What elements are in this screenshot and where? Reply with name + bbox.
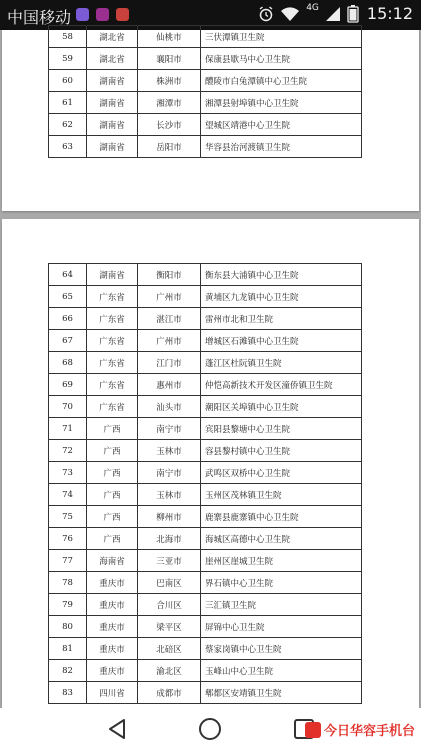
hospital-name-cell: 雷州市北和卫生院: [201, 308, 362, 330]
city-cell: 玉林市: [138, 484, 201, 506]
province-cell: 广西: [87, 440, 138, 462]
row-number: 77: [49, 550, 87, 572]
table-row: [49, 528, 362, 550]
document-page-2[interactable]: [2, 219, 419, 708]
province-cell: 湖北省: [87, 48, 138, 70]
hospital-name-cell: 武鸣区双桥中心卫生院: [201, 462, 362, 484]
hospital-name-cell: 容县黎村镇中心卫生院: [201, 440, 362, 462]
hospital-name-cell: 海城区高德中心卫生院: [201, 528, 362, 550]
city-cell: 广州市: [138, 330, 201, 352]
city-cell: 株洲市: [138, 70, 201, 92]
city-cell: 梁平区: [138, 616, 201, 638]
row-number: 66: [49, 308, 87, 330]
hospital-name-cell: 界石镇中心卫生院: [201, 572, 362, 594]
hospital-table-page-2: [48, 263, 362, 704]
network-type-label: 4G: [306, 2, 319, 13]
table-row: [49, 484, 362, 506]
province-cell: 广西: [87, 418, 138, 440]
back-button-icon[interactable]: [106, 717, 128, 745]
table-row: [49, 594, 362, 616]
row-number: 69: [49, 374, 87, 396]
hospital-name-cell: 蔡家岗镇中心卫生院: [201, 638, 362, 660]
table-row: [49, 462, 362, 484]
city-cell: 南宁市: [138, 462, 201, 484]
province-cell: 湖南省: [87, 92, 138, 114]
table-row: [49, 330, 362, 352]
hospital-name-cell: 玉州区茂林镇卫生院: [201, 484, 362, 506]
table-row: [49, 682, 362, 704]
hospital-name-cell: 仲恺高新技术开发区潼侨镇卫生院: [201, 374, 362, 396]
notification-app-icon-purple: [76, 8, 89, 21]
table-row: [49, 92, 362, 114]
row-number: 75: [49, 506, 87, 528]
row-number: 82: [49, 660, 87, 682]
hospital-name-cell: 屏锦中心卫生院: [201, 616, 362, 638]
row-number: 58: [49, 26, 87, 48]
row-number: 68: [49, 352, 87, 374]
notification-app-icon-calendar: [96, 8, 109, 21]
row-number: 65: [49, 286, 87, 308]
wifi-icon: [280, 6, 300, 22]
notification-app-icon-camera: [116, 8, 129, 21]
table-row: [49, 616, 362, 638]
table-row: [49, 638, 362, 660]
province-cell: 湖南省: [87, 114, 138, 136]
province-cell: 湖北省: [87, 26, 138, 48]
province-cell: 广东省: [87, 308, 138, 330]
city-cell: 湘潭市: [138, 92, 201, 114]
signal-icon: [325, 6, 341, 22]
hospital-name-cell: 宾阳县黎塘中心卫生院: [201, 418, 362, 440]
hospital-name-cell: 望城区靖港中心卫生院: [201, 114, 362, 136]
province-cell: 广东省: [87, 330, 138, 352]
row-number: 59: [49, 48, 87, 70]
city-cell: 柳州市: [138, 506, 201, 528]
city-cell: 三亚市: [138, 550, 201, 572]
table-row: [49, 286, 362, 308]
city-cell: 襄阳市: [138, 48, 201, 70]
province-cell: 广东省: [87, 352, 138, 374]
table-row: [49, 550, 362, 572]
hospital-name-cell: 湘潭县射埠镇中心卫生院: [201, 92, 362, 114]
alarm-icon: [258, 6, 274, 22]
province-cell: 重庆市: [87, 572, 138, 594]
table-row: [49, 374, 362, 396]
city-cell: 渝北区: [138, 660, 201, 682]
city-cell: 岳阳市: [138, 136, 201, 158]
row-number: 79: [49, 594, 87, 616]
city-cell: 成都市: [138, 682, 201, 704]
hospital-name-cell: 鹿寨县鹿寨镇中心卫生院: [201, 506, 362, 528]
table-row: [49, 440, 362, 462]
table-row: [49, 114, 362, 136]
city-cell: 衡阳市: [138, 264, 201, 286]
table-row: [49, 308, 362, 330]
table-row: [49, 572, 362, 594]
city-cell: 汕头市: [138, 396, 201, 418]
province-cell: 重庆市: [87, 660, 138, 682]
city-cell: 江门市: [138, 352, 201, 374]
province-cell: 重庆市: [87, 638, 138, 660]
row-number: 70: [49, 396, 87, 418]
table-row: [49, 396, 362, 418]
city-cell: 合川区: [138, 594, 201, 616]
city-cell: 惠州市: [138, 374, 201, 396]
hospital-name-cell: 华容县治河渡镇卫生院: [201, 136, 362, 158]
city-cell: 北海市: [138, 528, 201, 550]
province-cell: 广东省: [87, 286, 138, 308]
hospital-name-cell: 潮阳区关埠镇中心卫生院: [201, 396, 362, 418]
hospital-name-cell: 保康县歇马中心卫生院: [201, 48, 362, 70]
province-cell: 湖南省: [87, 136, 138, 158]
row-number: 74: [49, 484, 87, 506]
hospital-name-cell: 醴陵市白兔潭镇中心卫生院: [201, 70, 362, 92]
row-number: 72: [49, 440, 87, 462]
province-cell: 广西: [87, 506, 138, 528]
city-cell: 北碚区: [138, 638, 201, 660]
row-number: 81: [49, 638, 87, 660]
province-cell: 广西: [87, 462, 138, 484]
hospital-name-cell: 玉峰山中心卫生院: [201, 660, 362, 682]
row-number: 61: [49, 92, 87, 114]
carrier-label: 中国移动: [7, 8, 72, 27]
province-cell: 重庆市: [87, 616, 138, 638]
table-row: [49, 264, 362, 286]
row-number: 63: [49, 136, 87, 158]
province-cell: 广东省: [87, 374, 138, 396]
hospital-name-cell: 蓬江区杜阮镇卫生院: [201, 352, 362, 374]
row-number: 73: [49, 462, 87, 484]
city-cell: 南宁市: [138, 418, 201, 440]
table-row: [49, 660, 362, 682]
home-button-icon[interactable]: [198, 717, 222, 745]
province-cell: 广东省: [87, 396, 138, 418]
city-cell: 仙桃市: [138, 26, 201, 48]
row-number: 76: [49, 528, 87, 550]
document-page-1[interactable]: [2, 30, 419, 211]
table-row: [49, 26, 362, 48]
table-row: [49, 136, 362, 158]
province-cell: 湖南省: [87, 264, 138, 286]
city-cell: 湛江市: [138, 308, 201, 330]
row-number: 78: [49, 572, 87, 594]
province-cell: 海南省: [87, 550, 138, 572]
row-number: 64: [49, 264, 87, 286]
hospital-name-cell: 黄埔区九龙镇中心卫生院: [201, 286, 362, 308]
battery-icon: [347, 5, 359, 23]
hospital-name-cell: 增城区石滩镇中心卫生院: [201, 330, 362, 352]
hospital-table-page-1: [48, 25, 362, 158]
hospital-name-cell: 郫都区安靖镇卫生院: [201, 682, 362, 704]
table-row: [49, 70, 362, 92]
clock-time: 15:12: [366, 4, 413, 23]
watermark-logo-icon: [305, 722, 321, 738]
watermark-text: 今日华容手机台: [323, 724, 415, 739]
watermark: [305, 720, 415, 739]
row-number: 80: [49, 616, 87, 638]
hospital-name-cell: 崖州区崖城卫生院: [201, 550, 362, 572]
navigation-bar: [0, 708, 421, 750]
province-cell: 四川省: [87, 682, 138, 704]
row-number: 71: [49, 418, 87, 440]
row-number: 83: [49, 682, 87, 704]
province-cell: 湖南省: [87, 70, 138, 92]
city-cell: 长沙市: [138, 114, 201, 136]
city-cell: 巴南区: [138, 572, 201, 594]
province-cell: 广西: [87, 484, 138, 506]
hospital-name-cell: 衡东县大浦镇中心卫生院: [201, 264, 362, 286]
city-cell: 玉林市: [138, 440, 201, 462]
row-number: 62: [49, 114, 87, 136]
hospital-name-cell: 三伏潭镇卫生院: [201, 26, 362, 48]
row-number: 60: [49, 70, 87, 92]
hospital-name-cell: 三汇镇卫生院: [201, 594, 362, 616]
table-row: [49, 418, 362, 440]
province-cell: 广西: [87, 528, 138, 550]
table-row: [49, 48, 362, 70]
table-row: [49, 352, 362, 374]
province-cell: 重庆市: [87, 594, 138, 616]
table-row: [49, 506, 362, 528]
city-cell: 广州市: [138, 286, 201, 308]
row-number: 67: [49, 330, 87, 352]
